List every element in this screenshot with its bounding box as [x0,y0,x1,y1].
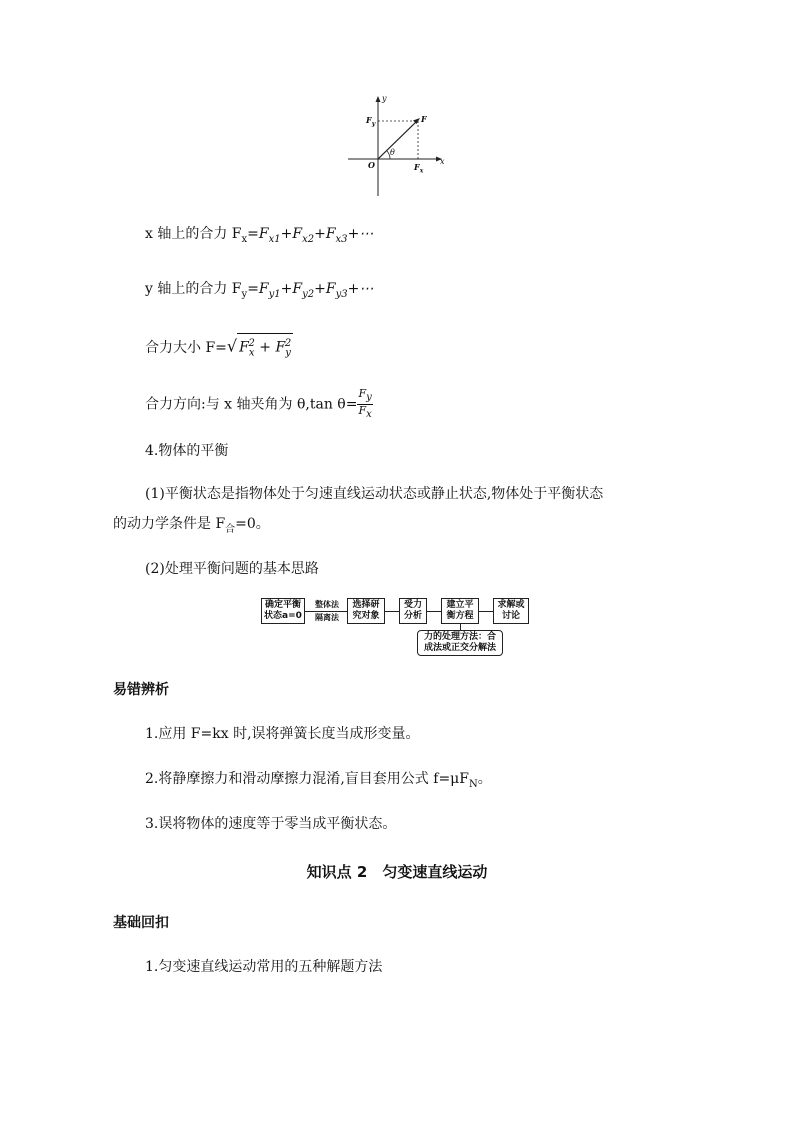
flow-box-equilibrium-equation: 建立平 衡方程 [441,598,479,624]
magnitude-formula: 合力大小 F=√ $F_x^2 + F_y^2$ [145,333,293,363]
balance-1-line2: 的动力学条件是 $F_合=0$。 [113,516,270,535]
f-label: F [421,114,427,124]
flow-box-solve-discuss: 求解或 讨论 [493,598,529,624]
flow-box-select-object: 选择研 究对象 [347,598,385,624]
flow-box-force-analysis: 受力 分析 [399,598,427,624]
flow-method-top: 整体法 [315,600,339,609]
mistake-3: 3.误将物体的速度等于零当成平衡状态。 [145,816,397,832]
basics-1: 1.匀变速直线运动常用的五种解题方法 [145,959,383,975]
axis-y-label: y [382,94,387,103]
fy-label: $F_y$ [366,115,376,128]
mistake-1: 1.应用 F=kx 时,误将弹簧长度当成形变量。 [145,726,420,742]
theta-label: θ [390,148,395,157]
balance-2: (2)处理平衡问题的基本思路 [145,561,319,577]
flow-method-bottom: 隔离法 [315,613,339,622]
knowledge-point-2-title: 知识点 2 匀变速直线运动 [306,863,488,881]
balance-1-line1: (1)平衡状态是指物体处于匀速直线运动状态或静止状态,物体处于平衡状态 [145,486,604,502]
flow-box-determine-state: 确定平衡 状态a=0 [261,598,305,624]
force-decomposition-figure [340,92,450,200]
mistakes-heading: 易错辨析 [113,682,169,698]
mistake-2: 2.将静摩擦力和滑动摩擦力混淆,盲目套用公式 $f=\mu F_N$。 [145,771,492,790]
fy-formula: y 轴上的合力 $F_y=F_{y1}+F_{y2}+F_{y3}+\cdots$ [145,281,374,300]
fx-label: $F_x$ [414,162,424,175]
section-4-title: 4.物体的平衡 [145,443,229,459]
fx-formula: x 轴上的合力 $F_x=F_{x1}+F_{x2}+F_{x3}+\cdots$ [145,226,374,245]
flow-note-force-handling: 力的处理方法：合 成法或正交分解法 [417,630,503,656]
direction-formula: 合力方向:与 x 轴夹角为 θ,tan θ= $\frac{F_y}{F_x}$ [145,387,372,421]
axis-x-label: x [440,157,445,166]
basics-heading: 基础回扣 [113,915,169,931]
origin-label: O [368,160,375,170]
